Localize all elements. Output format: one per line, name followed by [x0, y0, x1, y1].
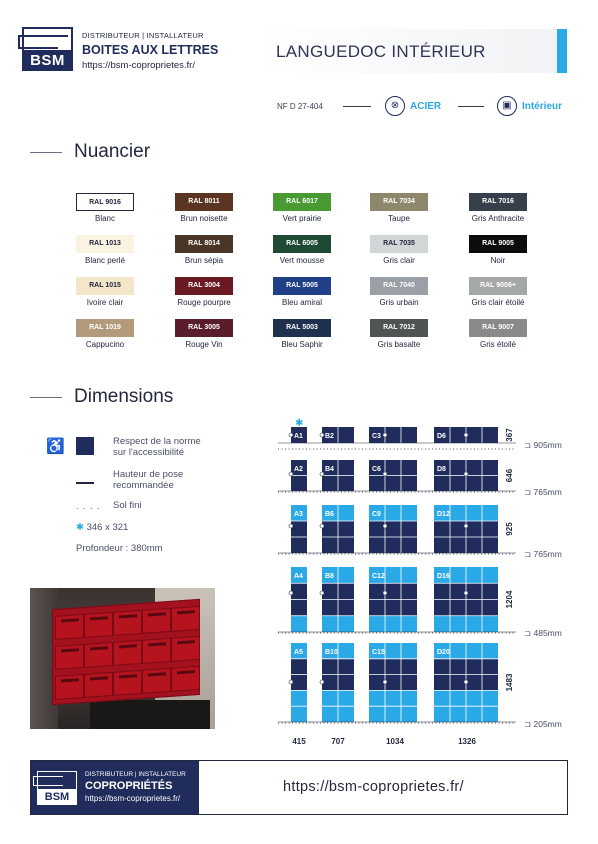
product-photo: [30, 588, 215, 729]
photo-slot: [177, 670, 195, 674]
pose-point: [464, 680, 468, 684]
module-label: D16: [437, 573, 450, 580]
pose-point: [320, 472, 324, 476]
color-swatch: RAL 9016: [76, 193, 134, 211]
legend-depth: Profondeur : 380mm: [76, 543, 163, 554]
mailbox-compartment: [369, 675, 417, 691]
brand-block: [82, 31, 218, 71]
nuancier-title: Nuancier: [74, 141, 151, 162]
color-swatch: RAL 7034: [370, 193, 428, 211]
photo-slot: [90, 676, 108, 680]
material-label: ACIER: [410, 101, 442, 112]
pose-point: [383, 472, 387, 476]
photo-mailbox-door: [171, 636, 200, 662]
color-name: Ivoire clair: [86, 298, 124, 307]
indoor-icon: ▣: [497, 96, 517, 116]
color-name: Gris clair étoilé: [471, 298, 525, 307]
height-label: 925: [505, 522, 514, 536]
color-name: Gris étoilé: [479, 340, 516, 349]
footer-name: COPROPRIÉTÉS: [85, 780, 173, 792]
mailbox-compartment: [291, 675, 307, 691]
color-swatch: RAL 7040: [370, 277, 428, 295]
module-label: A1: [294, 433, 303, 440]
pose-point: [383, 524, 387, 528]
color-name: Brun sépia: [184, 256, 224, 265]
mailbox-compartment: [291, 521, 307, 537]
envelope-icon: [18, 35, 58, 49]
color-name: Cappucino: [85, 340, 125, 349]
color-swatch: RAL 8011: [175, 193, 233, 211]
photo-mailbox-door: [113, 610, 142, 636]
color-swatch: RAL 6017: [273, 193, 331, 211]
pose-point: [383, 591, 387, 595]
color-swatch: RAL 5005: [273, 277, 331, 295]
steel-icon: ⊗: [385, 96, 405, 116]
dimensions-title: Dimensions: [74, 386, 174, 407]
photo-mailbox-door: [113, 640, 142, 666]
color-name: Bleu Saphir: [281, 340, 323, 349]
color-swatch: RAL 3004: [175, 277, 233, 295]
module-label: B2: [325, 433, 334, 440]
color-name: Gris basalte: [377, 340, 421, 349]
footer-logo: [37, 771, 77, 805]
legend-floor: Sol fini: [113, 500, 142, 511]
section-line: [30, 397, 62, 398]
mailbox-compartment: [291, 583, 307, 599]
module-label: A2: [294, 466, 303, 473]
footer-logo-text: BSM: [37, 789, 77, 805]
photo-mailbox-door: [171, 666, 200, 692]
color-name: Gris clair: [383, 256, 415, 265]
footer-brand: [31, 761, 199, 814]
mailbox-compartment: [291, 690, 307, 706]
brand-name: BOITES AUX LETTRES: [82, 43, 219, 57]
color-swatch: RAL 9006+: [469, 277, 527, 295]
color-swatch: RAL 1015: [76, 277, 134, 295]
mailbox-compartment: [369, 583, 417, 599]
photo-cabinet: [52, 599, 200, 705]
module-label: D8: [437, 466, 446, 473]
mailbox-compartment: [369, 690, 417, 706]
pose-point: [289, 472, 293, 476]
mailbox-compartment: [369, 600, 417, 616]
photo-mailbox-door: [84, 672, 113, 698]
module-label: C12: [372, 573, 385, 580]
photo-slot: [148, 612, 166, 616]
height-label: 367: [505, 428, 514, 442]
divider: [343, 106, 371, 107]
height-label: 1204: [505, 590, 514, 609]
pose-point: [289, 524, 293, 528]
section-line: [30, 152, 62, 153]
pose-point: [320, 591, 324, 595]
color-name: Gris urbain: [379, 298, 419, 307]
photo-mailbox-door: [84, 612, 113, 638]
pose-point: [464, 472, 468, 476]
color-swatch: RAL 3005: [175, 319, 233, 337]
width-label: 1034: [386, 737, 404, 746]
photo-mailbox-door: [113, 670, 142, 696]
pose-point: [320, 524, 324, 528]
location-label: Intérieur: [522, 101, 563, 112]
pose-point: [464, 433, 468, 437]
color-name: Rouge pourpre: [177, 298, 231, 307]
pose-mark: ⊐ 765mm: [524, 487, 562, 497]
asterisk-marker: ✱: [295, 418, 304, 429]
width-label: 415: [292, 737, 306, 746]
legend-pose: Hauteur de pose recommandée: [113, 469, 184, 491]
color-name: Vert prairie: [282, 214, 322, 223]
mailbox-compartment: [369, 706, 417, 722]
title-accent: [557, 29, 567, 73]
module-label: A3: [294, 511, 303, 518]
module-label: C6: [372, 466, 381, 473]
color-swatch: RAL 9007: [469, 319, 527, 337]
module-label: C3: [372, 433, 381, 440]
color-name: Brun noisette: [180, 214, 228, 223]
mailbox-compartment: [291, 659, 307, 675]
pose-point: [464, 524, 468, 528]
pose-point: [320, 680, 324, 684]
pose-point: [464, 591, 468, 595]
module-label: B10: [325, 649, 338, 656]
module-label: D6: [437, 433, 446, 440]
photo-mailbox-door: [55, 614, 84, 640]
mailbox-compartment: [291, 537, 307, 553]
mailbox-compartment: [369, 616, 417, 632]
pose-legend-line: [76, 482, 94, 484]
envelope-icon: [33, 776, 63, 786]
pose-point: [289, 433, 293, 437]
module-label: A4: [294, 573, 303, 580]
photo-slot: [119, 614, 137, 618]
mailbox-compartment: [291, 600, 307, 616]
height-label: 646: [505, 468, 514, 483]
pose-point: [383, 680, 387, 684]
pose-mark: ⊐ 205mm: [524, 719, 562, 729]
pose-mark: ⊐ 905mm: [524, 440, 562, 450]
photo-mailbox-door: [142, 608, 171, 634]
color-swatch: RAL 5003: [273, 319, 331, 337]
photo-slot: [90, 616, 108, 620]
color-name: Gris Anthracite: [471, 214, 525, 223]
color-name: Rouge Vin: [185, 340, 223, 349]
pose-mark: ⊐ 765mm: [524, 549, 562, 559]
color-name: Bleu amiral: [281, 298, 322, 307]
pose-point: [289, 680, 293, 684]
pose-point: [289, 591, 293, 595]
photo-slot: [119, 674, 137, 678]
photo-slot: [61, 648, 79, 652]
photo-mailbox-door: [84, 642, 113, 668]
width-label: 707: [331, 737, 345, 746]
photo-slot: [61, 678, 79, 682]
module-label: A5: [294, 649, 303, 656]
width-label: 1326: [458, 737, 476, 746]
pose-point: [320, 433, 324, 437]
height-label: 1483: [505, 673, 514, 692]
module-label: D12: [437, 511, 450, 518]
color-swatch: RAL 7016: [469, 193, 527, 211]
footer-subtitle: DISTRIBUTEUR | INSTALLATEUR: [85, 771, 186, 778]
navy-legend-swatch: [76, 437, 94, 455]
footer: [30, 760, 568, 815]
color-name: Noir: [490, 256, 506, 265]
photo-slot: [61, 618, 79, 622]
photo-slot: [148, 642, 166, 646]
module-label: B8: [325, 573, 334, 580]
color-swatch: RAL 1013: [76, 235, 134, 253]
color-swatch: RAL 8014: [175, 235, 233, 253]
logo-text: BSM: [22, 50, 73, 71]
footer-url[interactable]: https://bsm-coproprietes.fr/: [283, 779, 464, 795]
norm-row: [277, 96, 577, 116]
brand-url[interactable]: https://bsm-coproprietes.fr/: [82, 60, 195, 71]
brand-logo: [22, 27, 73, 71]
color-swatch: RAL 9005: [469, 235, 527, 253]
legend-accessibility: Respect de la norme sur l'accessibilité: [113, 436, 201, 458]
pose-mark: ⊐ 485mm: [524, 628, 562, 638]
pose-point: [383, 433, 387, 437]
mailbox-compartment: [369, 476, 417, 492]
mailbox-compartment: [369, 537, 417, 553]
photo-slot: [177, 610, 195, 614]
title-band: [258, 29, 567, 73]
module-label: B6: [325, 511, 334, 518]
footer-text: [85, 771, 186, 803]
asterisk-note: 346 x 321: [86, 522, 129, 533]
brand-subtitle: DISTRIBUTEUR | INSTALLATEUR: [82, 31, 204, 40]
page-title: LANGUEDOC INTÉRIEUR: [276, 42, 486, 61]
color-name: Vert mousse: [279, 256, 325, 265]
color-swatch: RAL 7035: [370, 235, 428, 253]
mailbox-compartment: [291, 616, 307, 632]
color-swatch: RAL 7012: [370, 319, 428, 337]
photo-mailbox-door: [55, 644, 84, 670]
mailbox-compartment: [291, 476, 307, 492]
mailbox-compartment: [291, 706, 307, 722]
color-swatch: RAL 6005: [273, 235, 331, 253]
module-label: D20: [437, 649, 450, 656]
divider: [458, 106, 484, 107]
photo-slot: [90, 646, 108, 650]
color-name: Taupe: [388, 214, 410, 223]
norm-label: NF D 27-404: [277, 102, 323, 111]
photo-mailbox-door: [55, 674, 84, 700]
photo-mailbox-door: [142, 668, 171, 694]
mailbox-compartment: [369, 521, 417, 537]
photo-mailbox-door: [171, 606, 200, 632]
module-label: B4: [325, 466, 334, 473]
floor-dots: . . . .: [76, 501, 101, 511]
photo-slot: [177, 640, 195, 644]
photo-mailbox-door: [142, 638, 171, 664]
photo-slot: [148, 672, 166, 676]
color-swatch: RAL 1019: [76, 319, 134, 337]
module-label: C15: [372, 649, 385, 656]
photo-slot: [119, 644, 137, 648]
photo-base: [90, 700, 210, 729]
module-label: C9: [372, 511, 381, 518]
legend-asterisk: [76, 522, 128, 533]
mailbox-compartment: [369, 659, 417, 675]
wheelchair-icon: ♿: [46, 438, 65, 455]
color-name: Blanc perlé: [84, 256, 126, 265]
asterisk-icon: ✱: [76, 522, 87, 533]
footer-small-url[interactable]: https://bsm-coproprietes.fr/: [85, 794, 181, 803]
color-name: Blanc: [94, 214, 115, 223]
